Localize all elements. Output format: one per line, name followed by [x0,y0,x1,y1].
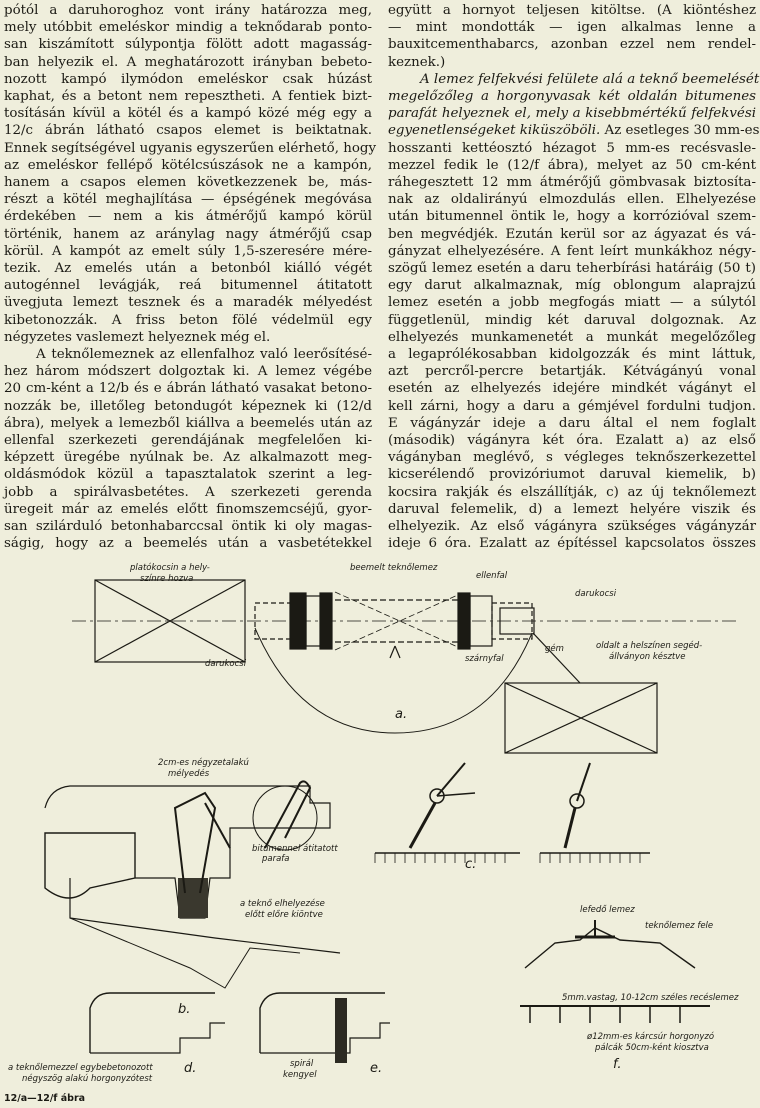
text-line: üregeit már az emelés előtt finomszemcséjű, gyor- [4,501,372,517]
text-line: ábra), melyek a lemezből kiállva a beemelés után az [4,415,372,431]
text-line: san kiszámított súlypontja fölött adott magasság- [4,37,372,53]
text-line: képzett üregébe nyúlnak be. Az alkalmazott meg- [4,450,372,466]
text-line: elhelyezés munkamenetét a munkát megelőzőleg [388,329,756,345]
text-line: jobb a spirálvasbetétes. A szerkezeti gerenda [4,484,372,500]
text-line: szögű lemez esetén a daru teherbírási határáig (50 t) [388,261,756,277]
text-line: körül. A kampót az emelt súly 1,5-szeresére mére- [4,243,372,259]
panel-b-letter: b. [178,1002,191,1017]
panel-f-letter: f. [613,1057,622,1072]
text-line: elhelyezik. Az első vágányra szükséges vágányzár [388,519,756,535]
spiral-stirrup [335,998,347,1063]
text-line: vágányban meglévő, s végleges teknőszerkezettel [388,450,756,466]
text-line: megelőzőleg a horgonyvasak két oldalán bitumenes [388,89,756,105]
text-line: gányzat elhelyezésére. A fent leírt munkákhoz négy- [388,243,756,259]
text-line: ideje 6 óra. Ezalatt az építéssel kapcsolatos összes [388,536,756,552]
text-line: esetén az elhelyezés idejére mindkét vágányt el [388,381,756,397]
text-line: tezik. Az emelés után a betonból kiálló végét [4,261,372,277]
label-spiral-2: kengyel [283,1070,317,1080]
text-line: oldásmódok közül a tapasztalatok szerint a leg- [4,467,372,483]
text-line: részt a kötél meghajlítása — épségének megóvása [4,192,372,208]
panel-d-letter: d. [184,1061,197,1076]
label-lifted-plate: beemelt teknőlemez [350,563,438,573]
text-line: egy darut alkalmaznak, míg oblongum alaprajzú [388,278,756,294]
label-crane-car-left: darukocsi [205,659,247,669]
text-line: san szilárduló betonhabarccsal öntik ki oly magas- [4,519,372,535]
right-text-column [388,2,760,553]
abutment-wall [458,593,470,649]
text-line: bauxitcementhabarcs, azonban ezzel nem rendel- [388,37,756,53]
text-line: ban helyezik el. A meghatározott irányban bebeto- [4,54,372,70]
text-line: A teknőlemeznek az ellenfalhoz való leerősítésé- [36,347,372,363]
label-plug-2: négyszög alakú horgonyzótest [22,1074,153,1084]
text-line: üvegjuta lemezt tesznek és a maradék mélyedést [4,295,372,311]
text-line: keznek.) [388,54,446,70]
text-line: 12/c ábrán látható csapos elemet is beiktatnak. [4,123,372,139]
text-line: daruval felemelik, d) a lemezt helyére viszik és [388,501,756,517]
label-boom: gém [545,644,564,654]
text-line: függetlenül, mindig két daruval dolgoznak. Az [388,312,756,328]
text-line: lemez esetén a jobb megfogás miatt — a súlytól [388,295,756,311]
label-side-scaffold-2: állványon késztve [609,652,686,662]
technical-figure-12a-12f [0,548,760,1108]
label-spiral: spirál [290,1059,314,1069]
left-text-column [4,2,377,553]
label-surface: teknőlemez fele [645,921,714,931]
text-line: érdekében — nem a kis átmérőjű kampó körül [4,209,372,225]
panel-d-drawing [90,993,225,1053]
label-outrigger: szárnyfal [465,654,504,664]
text-line: ráhegesztett 12 mm átmérőjű gömbvasak biztosíta- [388,175,756,191]
text-line: kell zárni, hogy a daru a gémjével fordulni tudjon. [388,398,756,414]
text-line: hosszanti kettéosztó hézagot 5 mm-es recésvasle- [388,140,756,156]
text-line: hez három módszert dolgoztak ki. A lemez végébe [4,364,372,380]
text-line: autogénnel levágják, reá bitumennel átitatott [4,278,372,294]
label-side-scaffold: oldalt a helszínen segéd- [596,641,703,651]
text-line: parafát helyeznek el, mely a kisebbmértékű felfekvési [388,106,756,122]
text-line: egyenetlenségeket kiküszöböli. Az esetleges 30 mm-es [388,123,760,139]
text-line: mezzel fedik le (12/f ábra), melyet az 50 cm-ként [388,157,756,173]
text-line: kibetonozzák. A friss beton fölé védelmül egy [4,312,372,328]
text-line: kaphat, és a betont nem repesztheti. A fentiek bizt- [4,89,372,105]
panel-e-letter: e. [370,1061,383,1076]
text-line: történik, hanem az aránylag nagy átmérőjű csap [4,226,372,242]
bitumen-cork [178,878,208,918]
label-bolt-note-2: pálcák 50cm-ként kiosztva [595,1043,709,1053]
text-line: az emeléskor fellépő kötélcsúszások ne a kampón, [4,157,372,173]
text-line: a legaprólékosabban kidolgozzák és mint láttuk, [388,347,756,363]
panel-f-drawing [520,920,710,1023]
text-line: nozzák be, illetőleg betondugót képeznek ki (12/d [4,398,372,414]
text-line: nak az oldalirányú elmozdulás ellen. Elhelyezése [388,192,756,208]
text-line: ben megvédjék. Ezután kerül sor az ágyazat és vá- [388,226,756,242]
label-recess-2: mélyedés [168,769,210,779]
panel-b-drawing [45,781,340,988]
text-line: ellenfal szerkezeti gerendájának megfelelően ki- [4,433,372,449]
text-line: után bitumennel öntik le, hogy a korrózióval szem- [388,209,756,225]
text-line: azt percről-percre betartják. Kétvágányú vonal [388,364,756,380]
text-line: nozott kampó ilymódon emeléskor csak húzást [4,71,372,87]
text-line: (második) vágányra két óra. Ezalatt a) az első [388,433,756,449]
crane-body-left [290,593,306,649]
text-line: tosításán kívül a kötél és a kampó közé még egy a [4,106,372,122]
text-line: együtt a hornyot teljesen kitöltse. (A kiöntéshez [388,3,756,18]
text-line: E vágányzár ideje a daru által el nem foglalt [388,415,756,431]
label-plug: a teknőlemezzel egybebetonozott [8,1063,153,1073]
label-note-2: előtt előre kiöntve [245,910,323,920]
label-recess: 2cm-es négyzetalakú [158,758,249,768]
text-line: kocsira rakják és elszállítják, c) az új teknőlemezt [388,484,756,500]
label-platform-car-2: színre hozva [140,574,194,584]
panel-a-letter: a. [395,707,408,722]
text-line: — mint mondották — igen alkalmas lenne a [388,20,756,36]
label-bolt-note: ø12mm-es kárcsúr horgonyzó [587,1032,715,1042]
label-cork-2: parafa [262,854,290,864]
text-line: négyzetes vaslemezt helyeznek még el. [4,329,271,345]
text-line: mely utóbbit emeléskor mindig a teknődarab ponto- [4,20,372,36]
text-line: Ennek segítségével ugyanis egyszerűen elérhető, hogy [4,140,377,156]
label-cork: bitumennel átitatott [252,844,338,854]
text-line: pótól a daruhoroghoz vont irány határozza meg, [4,3,372,18]
text-line: 20 cm-ként a 12/b és e ábrán látható vasakat betono- [4,381,372,397]
panel-e-drawing [260,993,390,1063]
label-note: a teknő elhelyezése [240,899,325,909]
text-line: hanem a csapos elemen következzenek be, más- [4,175,372,191]
figure-caption: 12/a—12/f ábra [4,1093,86,1104]
label-abutment: ellenfal [476,571,508,581]
text-line: A lemez felfekvési felülete alá a teknő beemelését [420,71,760,87]
label-plate-note: 5mm.vastag, 10-12cm széles recéslemez [562,993,739,1003]
text-line: ságig, hogy az a beemelés után a vasbetétekkel [4,536,372,552]
label-cover: lefedő lemez [580,905,635,915]
panel-a-drawing [72,580,740,753]
label-crane-car-right: darukocsi [575,589,617,599]
text-line: kicserélendő provizóriumot daruval kiemelik, b) [388,467,756,483]
panel-c-drawing [375,763,650,863]
panel-c-letter: c. [465,857,477,872]
label-platform-car: platókocsin a hely- [130,563,210,573]
